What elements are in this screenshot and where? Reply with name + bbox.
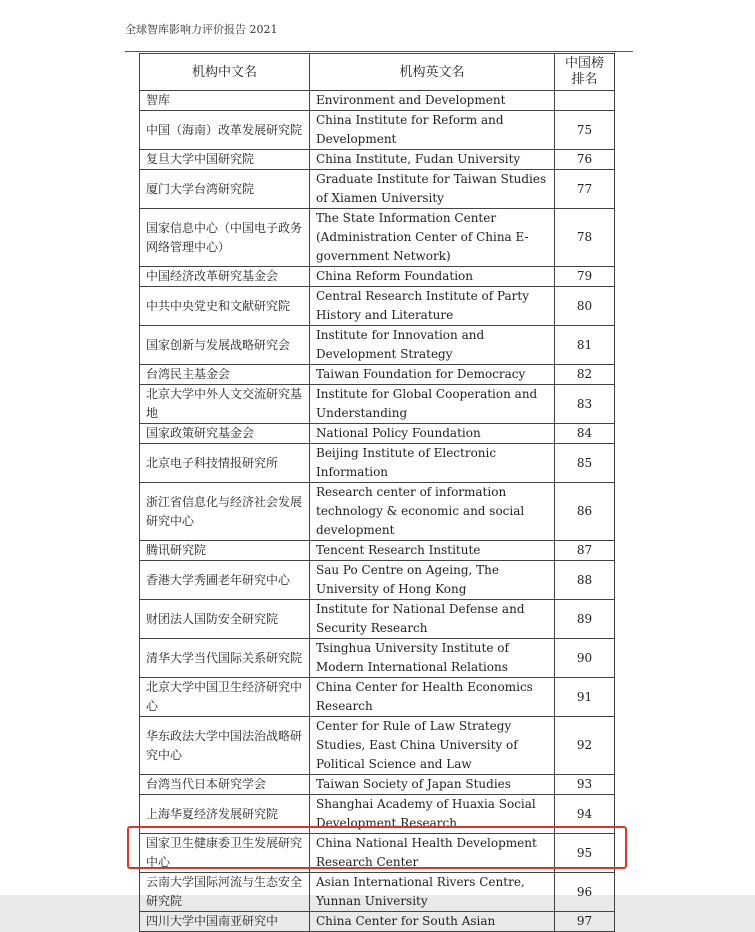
cell-chinese-name: 清华大学当代国际关系研究院	[140, 639, 310, 678]
cell-english-name: Center for Rule of Law Strategy Studies, East China University of Political Science and Law	[310, 717, 555, 775]
table-row	[140, 912, 615, 932]
cell-rank: 91	[555, 678, 615, 717]
cell-rank: 94	[555, 795, 615, 834]
table-row	[140, 424, 615, 444]
table-row	[140, 795, 615, 834]
cell-rank: 92	[555, 717, 615, 775]
cell-rank: 88	[555, 561, 615, 600]
cell-english-name: Institute for Innovation and Development Strategy	[310, 326, 555, 365]
table-row	[140, 326, 615, 365]
cell-rank: 85	[555, 444, 615, 483]
cell-english-name: Institute for Global Cooperation and Understanding	[310, 385, 555, 424]
cell-chinese-name: 中国（海南）改革发展研究院	[140, 111, 310, 150]
cell-english-name: Research center of information technology & economic and social development	[310, 483, 555, 541]
cell-rank: 79	[555, 267, 615, 287]
table-row	[140, 717, 615, 775]
cell-chinese-name: 腾讯研究院	[140, 541, 310, 561]
cell-rank: 78	[555, 209, 615, 267]
cell-english-name: Institute for National Defense and Security Research	[310, 600, 555, 639]
table-header-row	[140, 54, 615, 91]
table-body	[140, 91, 615, 932]
cell-english-name: Tencent Research Institute	[310, 541, 555, 561]
cell-chinese-name: 香港大学秀圃老年研究中心	[140, 561, 310, 600]
cell-rank: 97	[555, 912, 615, 932]
column-header-chinese-name: 机构中文名	[140, 54, 310, 91]
table-row	[140, 834, 615, 873]
table-row	[140, 775, 615, 795]
cell-rank: 89	[555, 600, 615, 639]
cell-english-name: Shanghai Academy of Huaxia Social Development Research	[310, 795, 555, 834]
cell-chinese-name: 中国经济改革研究基金会	[140, 267, 310, 287]
ranking-table	[139, 53, 615, 932]
cell-english-name: Tsinghua University Institute of Modern International Relations	[310, 639, 555, 678]
column-header-english-name: 机构英文名	[310, 54, 555, 91]
cell-rank: 80	[555, 287, 615, 326]
table-row	[140, 170, 615, 209]
cell-chinese-name: 浙江省信息化与经济社会发展研究中心	[140, 483, 310, 541]
table-row	[140, 111, 615, 150]
cell-english-name: The State Information Center (Administration Center of China E-government Network)	[310, 209, 555, 267]
header-divider	[125, 51, 633, 52]
cell-english-name: Taiwan Foundation for Democracy	[310, 365, 555, 385]
cell-english-name: Central Research Institute of Party History and Literature	[310, 287, 555, 326]
cell-rank: 93	[555, 775, 615, 795]
cell-chinese-name: 台湾当代日本研究学会	[140, 775, 310, 795]
cell-rank: 76	[555, 150, 615, 170]
table-row	[140, 600, 615, 639]
table-row	[140, 639, 615, 678]
cell-rank: 82	[555, 365, 615, 385]
table-row	[140, 150, 615, 170]
table-row	[140, 287, 615, 326]
cell-chinese-name: 四川大学中国南亚研究中	[140, 912, 310, 932]
table-row	[140, 209, 615, 267]
cell-chinese-name: 华东政法大学中国法治战略研究中心	[140, 717, 310, 775]
cell-rank: 87	[555, 541, 615, 561]
table-row	[140, 267, 615, 287]
cell-rank: 84	[555, 424, 615, 444]
cell-english-name: China Institute for Reform and Development	[310, 111, 555, 150]
cell-chinese-name: 智库	[140, 91, 310, 111]
cell-chinese-name: 北京电子科技情报研究所	[140, 444, 310, 483]
cell-chinese-name: 财团法人国防安全研究院	[140, 600, 310, 639]
cell-chinese-name: 国家信息中心（中国电子政务网络管理中心）	[140, 209, 310, 267]
page-header: 全球智库影响力评价报告 2021	[125, 23, 278, 36]
cell-rank: 77	[555, 170, 615, 209]
column-header-china-rank	[555, 54, 615, 91]
cell-english-name: China Center for Health Economics Research	[310, 678, 555, 717]
cell-english-name: China Center for South Asian	[310, 912, 555, 932]
table-row	[140, 561, 615, 600]
table-row	[140, 385, 615, 424]
cell-english-name: China National Health Development Research Center	[310, 834, 555, 873]
cell-chinese-name: 国家政策研究基金会	[140, 424, 310, 444]
table-row	[140, 678, 615, 717]
cell-rank	[555, 91, 615, 111]
cell-chinese-name: 中共中央党史和文献研究院	[140, 287, 310, 326]
cell-chinese-name: 国家卫生健康委卫生发展研究中心	[140, 834, 310, 873]
cell-chinese-name: 复旦大学中国研究院	[140, 150, 310, 170]
cell-english-name: Beijing Institute of Electronic Information	[310, 444, 555, 483]
cell-chinese-name: 厦门大学台湾研究院	[140, 170, 310, 209]
cell-english-name: Asian International Rivers Centre, Yunnan University	[310, 873, 555, 912]
table-row	[140, 541, 615, 561]
table-row	[140, 365, 615, 385]
cell-english-name: Graduate Institute for Taiwan Studies of Xiamen University	[310, 170, 555, 209]
cell-rank: 95	[555, 834, 615, 873]
cell-chinese-name: 台湾民主基金会	[140, 365, 310, 385]
cell-english-name: Environment and Development	[310, 91, 555, 111]
cell-english-name: National Policy Foundation	[310, 424, 555, 444]
cell-english-name: Sau Po Centre on Ageing, The University of Hong Kong	[310, 561, 555, 600]
cell-rank: 86	[555, 483, 615, 541]
cell-chinese-name: 国家创新与发展战略研究会	[140, 326, 310, 365]
cell-rank: 90	[555, 639, 615, 678]
cell-rank: 96	[555, 873, 615, 912]
table-row	[140, 91, 615, 111]
cell-rank: 81	[555, 326, 615, 365]
cell-rank: 83	[555, 385, 615, 424]
cell-chinese-name: 上海华夏经济发展研究院	[140, 795, 310, 834]
column-header-china-rank-text: 中国榜 排名	[564, 56, 604, 87]
table-row	[140, 873, 615, 912]
cell-rank: 75	[555, 111, 615, 150]
cell-english-name: Taiwan Society of Japan Studies	[310, 775, 555, 795]
cell-english-name: China Institute, Fudan University	[310, 150, 555, 170]
cell-english-name: China Reform Foundation	[310, 267, 555, 287]
table-row	[140, 444, 615, 483]
cell-chinese-name: 云南大学国际河流与生态安全研究院	[140, 873, 310, 912]
cell-chinese-name: 北京大学中外人文交流研究基地	[140, 385, 310, 424]
table-row	[140, 483, 615, 541]
cell-chinese-name: 北京大学中国卫生经济研究中心	[140, 678, 310, 717]
